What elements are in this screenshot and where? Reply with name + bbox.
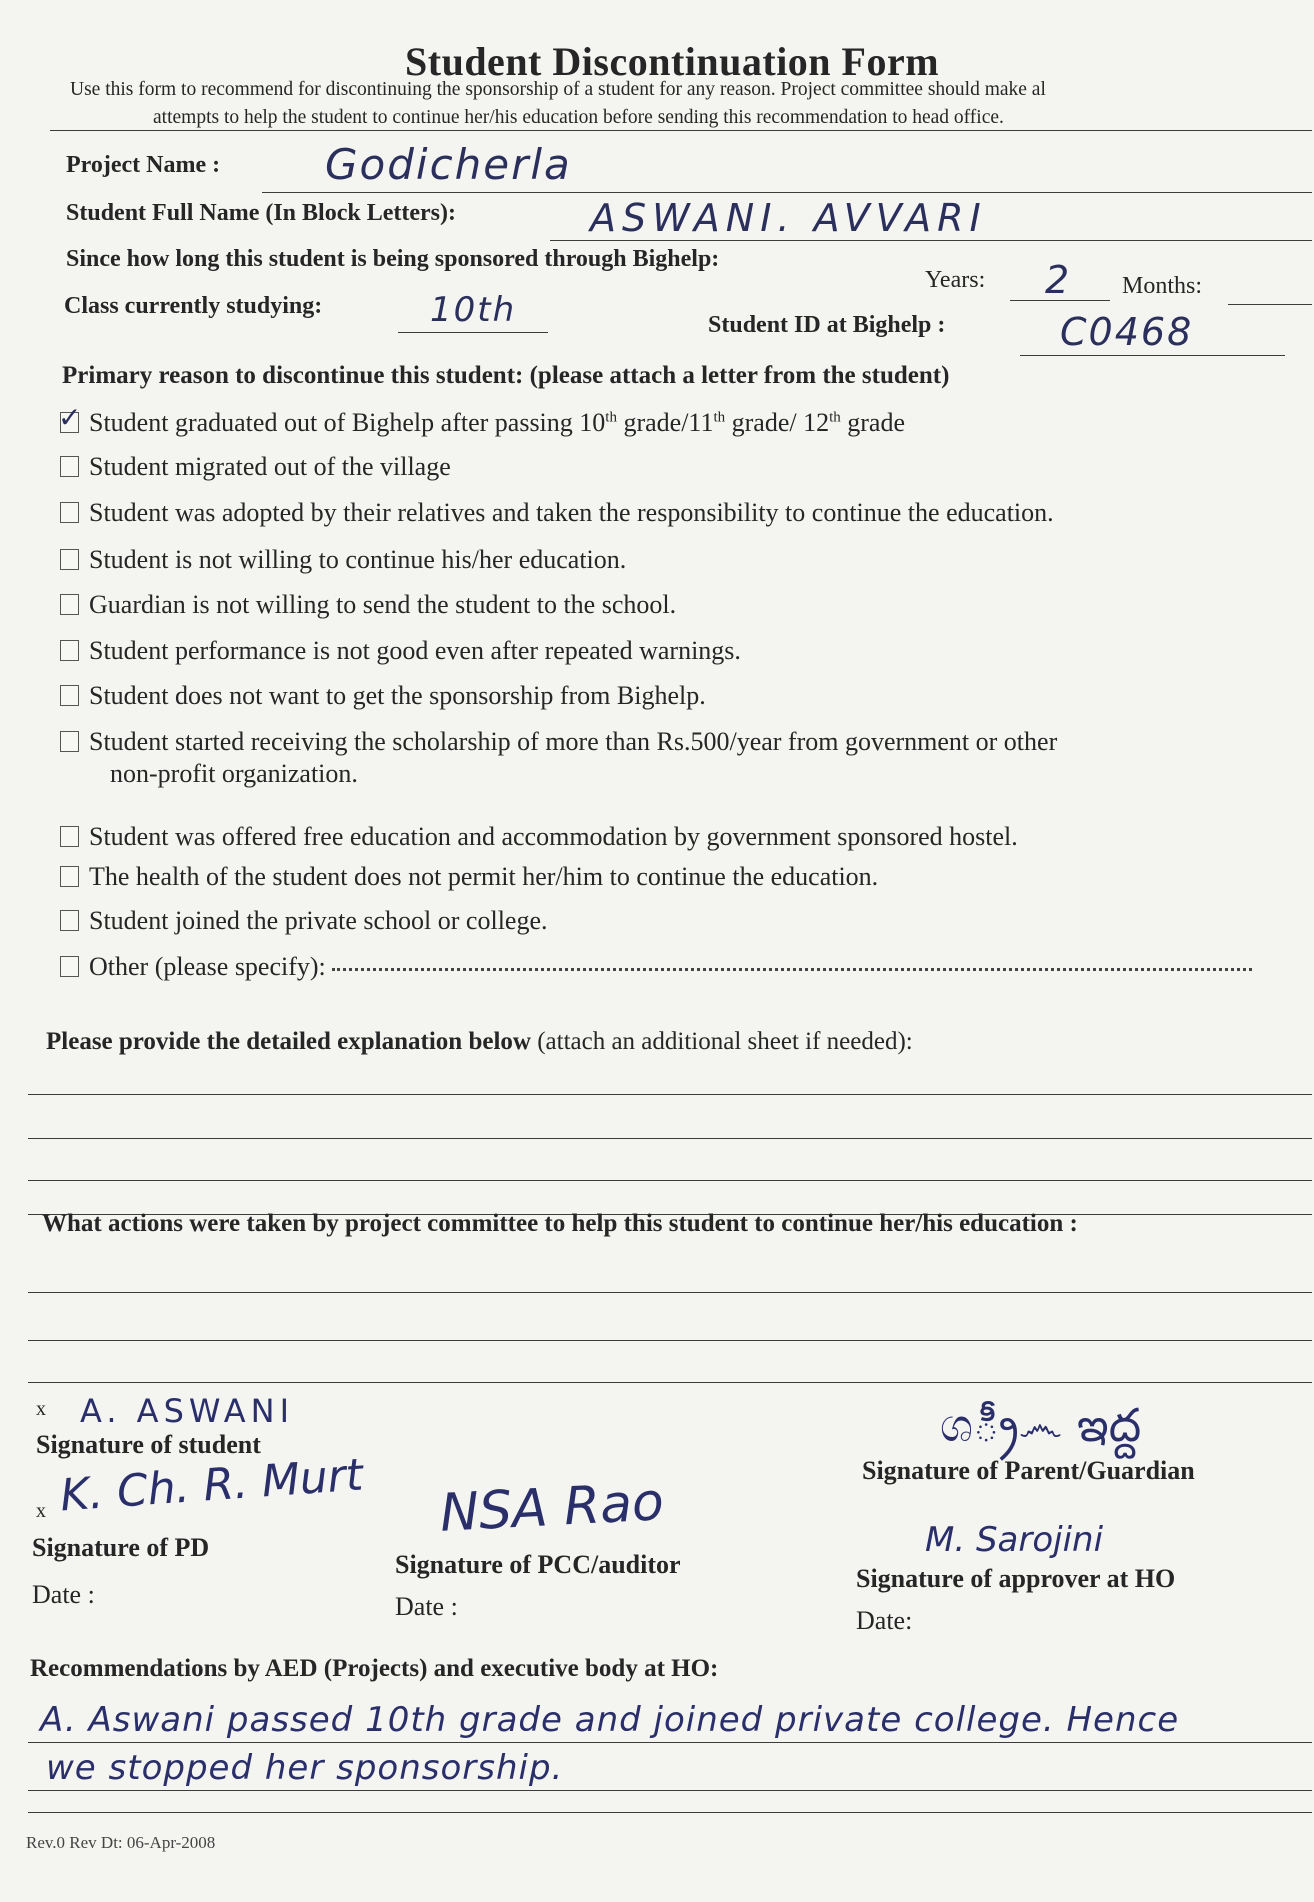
class-field[interactable]: 10th [430, 290, 517, 330]
checkmark-icon: ✓ [58, 401, 82, 434]
explanation-label-bold: Please provide the detailed explanation below [46, 1028, 531, 1055]
reason-text: Student is not willing to continue his/her education. [89, 545, 627, 574]
student-id-label: Student ID at Bighelp : [708, 312, 946, 338]
pd-signature: K. Ch. R. Murt [58, 1449, 365, 1522]
explanation-line-3[interactable] [28, 1180, 1312, 1181]
reason-option-migrated[interactable] [60, 452, 451, 482]
reason-text: Other (please specify): [89, 952, 326, 981]
reason-text: Student joined the private school or college. [89, 906, 548, 935]
reason-option-scholarship[interactable] [60, 727, 1057, 789]
pcc-signature: NSA Rao [438, 1472, 666, 1544]
form-intro [70, 76, 1305, 132]
actions-line-1[interactable] [28, 1292, 1312, 1293]
recommendation-line-1[interactable] [28, 1742, 1312, 1743]
explanation-line-2[interactable] [28, 1138, 1312, 1139]
project-name-field[interactable]: Godicherla [325, 140, 572, 189]
project-name-line [262, 192, 1312, 193]
explanation-label [46, 1028, 913, 1056]
reason-sup-2: th [713, 409, 726, 426]
reason-text: Student migrated out of the village [89, 452, 451, 481]
reason-text: Student does not want to get the sponsorship from Bighelp. [89, 681, 706, 710]
reason-text: Guardian is not willing to send the student to the school. [89, 590, 677, 619]
reason-text: Student was adopted by their relatives and taken the responsibility to continue the education. [89, 498, 1054, 527]
recommendation-line-3[interactable] [28, 1812, 1312, 1813]
student-signature: A. ASWANI [80, 1392, 295, 1430]
checkbox-migrated[interactable] [60, 456, 79, 477]
reason-text-continued: non-profit organization. [110, 759, 358, 788]
reason-text-d: grade [840, 408, 906, 437]
pcc-signature-label: Signature of PCC/auditor [395, 1550, 681, 1579]
sponsor-duration-label: Since how long this student is being sponsored through Bighelp: [66, 246, 720, 272]
pd-signature-label: Signature of PD [32, 1533, 210, 1562]
reason-text: Student started receiving the scholarship of more than Rs.500/year from government or other [89, 727, 1058, 756]
reason-option-graduated[interactable] [58, 401, 906, 438]
explanation-line-1[interactable] [28, 1094, 1312, 1095]
form-title: Student Discontinuation Form [405, 39, 940, 84]
checkbox-scholarship[interactable] [60, 731, 79, 752]
student-x-mark: x [36, 1398, 46, 1420]
actions-line-3[interactable] [28, 1382, 1312, 1383]
intro-line-2: attempts to help the student to continue her/his education before sending this recommendation to head office. [153, 107, 1004, 128]
actions-line-2[interactable] [28, 1340, 1312, 1341]
approver-date-label: Date: [856, 1606, 913, 1635]
pd-x-mark: x [36, 1500, 46, 1522]
reason-option-health[interactable] [60, 862, 878, 892]
years-label: Years: [925, 267, 986, 293]
other-dotted-line [332, 968, 1252, 971]
approver-signature-label: Signature of approver at HO [856, 1564, 1176, 1593]
reason-option-performance[interactable] [60, 636, 741, 666]
student-signature-label: Signature of student [36, 1430, 261, 1459]
parent-signature: ශ్రీ෴ ఇద్ద [940, 1398, 1142, 1452]
approver-signature: M. Sarojini [925, 1520, 1104, 1560]
explanation-label-rest: (attach an additional sheet if needed): [530, 1028, 913, 1055]
reason-text [89, 408, 905, 437]
intro-underline [50, 130, 1312, 131]
reason-text-b: grade/11 [616, 408, 714, 437]
recommendation-text-line-1: A. Aswani passed 10th grade and joined private college. Hence [40, 1700, 1180, 1740]
months-label: Months: [1122, 273, 1203, 299]
years-field[interactable]: 2 [1045, 258, 1072, 302]
checkbox-other[interactable] [60, 956, 79, 977]
class-line [398, 332, 548, 333]
parent-signature-label: Signature of Parent/Guardian [862, 1456, 1195, 1485]
revision-footer: Rev.0 Rev Dt: 06-Apr-2008 [26, 1833, 216, 1852]
reason-text-c: grade/ 12 [725, 408, 830, 437]
reason-sup-1: th [605, 409, 617, 426]
checkbox-private-school[interactable] [60, 910, 79, 931]
student-id-line [1020, 355, 1285, 356]
months-line [1228, 304, 1312, 305]
recommendation-line-2[interactable] [28, 1790, 1312, 1791]
reason-option-guardian[interactable] [60, 590, 676, 620]
actions-label: What actions were taken by project committee to help this student to continue her/his education : [42, 1210, 1078, 1237]
reason-text: Student performance is not good even after repeated warnings. [89, 636, 741, 665]
checkbox-guardian[interactable] [60, 594, 79, 615]
student-name-field[interactable]: ASWANI. AVVARI [590, 196, 987, 240]
reason-option-no-sponsorship[interactable] [60, 681, 706, 711]
checkbox-graduated[interactable] [58, 401, 82, 434]
checkbox-adopted[interactable] [60, 502, 79, 523]
reasons-heading: Primary reason to discontinue this student: (please attach a letter from the student) [62, 362, 950, 389]
checkbox-hostel[interactable] [60, 826, 79, 847]
reason-text: Student was offered free education and accommodation by government sponsored hostel. [89, 822, 1018, 851]
pcc-date-label: Date : [395, 1592, 458, 1621]
project-name-label: Project Name : [66, 152, 221, 178]
checkbox-performance[interactable] [60, 640, 79, 661]
recommendation-text-line-2: we stopped her sponsorship. [46, 1748, 564, 1788]
student-name-label-text: Student Full Name (In Block Letters): [66, 200, 456, 226]
reason-option-hostel[interactable] [60, 822, 1018, 852]
reason-option-private-school[interactable] [60, 906, 548, 936]
checkbox-no-sponsorship[interactable] [60, 685, 79, 706]
intro-line-1: Use this form to recommend for discontinuing the sponsorship of a student for any reason. Project committee should make al [70, 79, 1046, 100]
student-name-line [550, 240, 1312, 241]
checkbox-health[interactable] [60, 866, 79, 887]
class-label: Class currently studying: [64, 293, 323, 319]
reason-option-not-willing[interactable] [60, 545, 626, 575]
pd-date-label: Date : [32, 1580, 95, 1609]
student-name-label [66, 200, 456, 227]
student-id-field[interactable]: C0468 [1060, 310, 1194, 354]
reason-option-other[interactable] [60, 952, 1252, 982]
reason-sup-3: th [829, 409, 841, 426]
checkbox-not-willing[interactable] [60, 549, 79, 570]
reason-text: The health of the student does not permit her/him to continue the education. [89, 862, 879, 891]
reason-option-adopted[interactable] [60, 498, 1054, 528]
recommendations-label: Recommendations by AED (Projects) and executive body at HO: [30, 1655, 719, 1682]
reason-text-a: Student graduated out of Bighelp after passing 10 [89, 408, 606, 437]
